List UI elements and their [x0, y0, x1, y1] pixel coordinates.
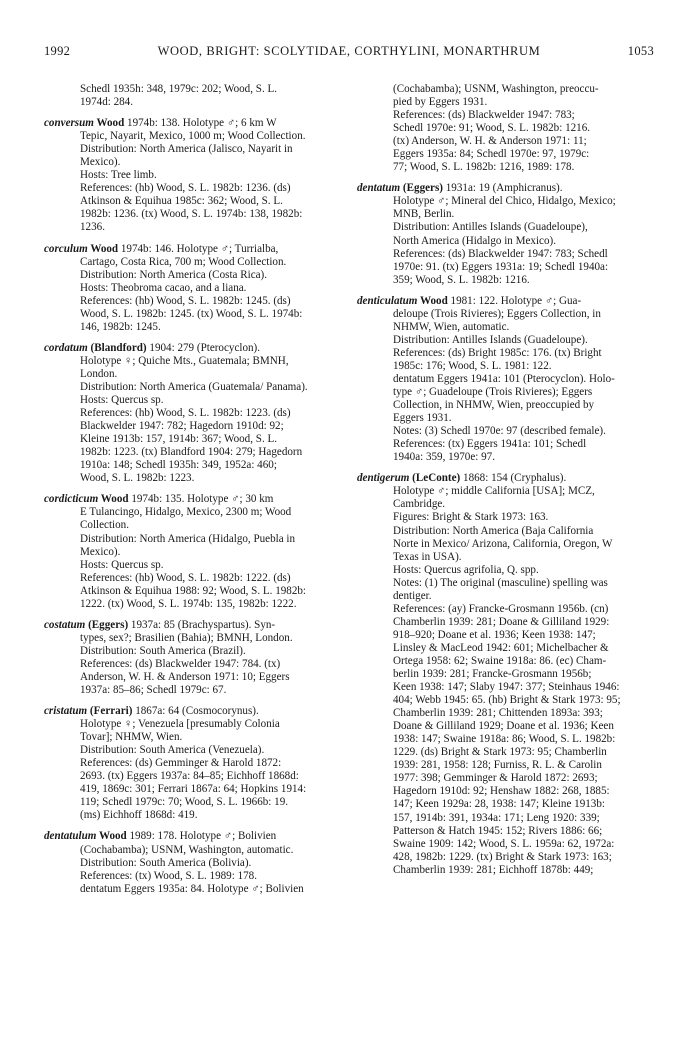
text-line: 1937a: 85–86; Schedl 1979c: 67. [80, 684, 227, 697]
text-line: MNB, Berlin. [393, 208, 455, 221]
heading-citation: 1974b: 146. Holotype ♂; Turrialba, [118, 242, 279, 255]
heading-citation: 1989: 178. Holotype ♂; Bolivien [126, 830, 277, 843]
species-entry-conversum [44, 117, 344, 234]
text-line: berlin 1939: 281; Francke-Grosmann 1956b; [393, 668, 592, 681]
text-line: Hosts: Quercus sp. [80, 394, 164, 407]
heading-citation: 1974b: 135. Holotype ♂; 30 km [128, 493, 274, 506]
text-line: Distribution: North America (Baja California [393, 524, 594, 537]
text-line: 1939: 281, 1958: 128; Furniss, R. L. & Carolin [393, 759, 602, 772]
species-entry-costatum [44, 619, 344, 697]
text-line: 1229. (ds) Bright & Stark 1973: 95; Chamberlin [393, 746, 607, 759]
text-line: Distribution: South America (Bolivia). [80, 856, 252, 869]
text-line: Anderson, W. H. & Anderson 1971: 10; Eggers [80, 670, 290, 683]
species-entry-cordicticum [44, 493, 344, 610]
species-author: Wood [98, 493, 129, 506]
species-author: Wood [93, 117, 125, 130]
text-line: Patterson & Hatch 1945: 152; Rivers 1886: 66; [393, 824, 603, 837]
text-line: (ms) Eichhoff 1868d: 419. [80, 809, 198, 822]
species-author: (Ferrari) [87, 705, 133, 718]
text-line: Norte in Mexico/ Arizona, California, Oregon, W [393, 537, 613, 550]
text-line: 147; Keen 1929a: 28, 1938: 147; Kleine 1913b: [393, 798, 605, 811]
text-line: 428, 1982b: 1229. (tx) Bright & Stark 1973: 163; [393, 850, 612, 863]
text-line: Atkinson & Equihua 1988: 92; Wood, S. L. 1982b: [80, 584, 307, 597]
text-line: 404; Webb 1945: 65. (hb) Bright & Stark 1973: 95; [393, 694, 621, 707]
species-name: conversum [44, 117, 94, 130]
text-line: Distribution: Antilles Islands (Guadeloupe). [393, 333, 588, 346]
text-line: Holotype ♀; Venezuela [presumably Colonia [80, 718, 280, 731]
heading-citation: 1974b: 138. Holotype ♂; 6 km W [124, 117, 277, 130]
text-line: Collection. [80, 519, 129, 532]
heading-citation: 1931a: 19 (Amphicranus). [442, 182, 563, 195]
text-line: Atkinson & Equihua 1985c: 362; Wood, S. L. [80, 195, 283, 208]
text-line: Hosts: Quercus agrifolia, Q. spp. [393, 563, 539, 576]
entry-heading [44, 493, 344, 506]
species-name: dentatulum [44, 830, 97, 843]
text-line: Tovar]; NHMW, Wien. [80, 731, 183, 744]
text-line: References: (ds) Gemminger & Harold 1872: [80, 757, 282, 770]
heading-citation: 1981: 122. Holotype ♂; Gua- [447, 294, 582, 307]
text-line: Holotype ♂; Mineral del Chico, Hidalgo, Mexico; [393, 195, 616, 208]
text-line: 1982b: 1223. (tx) Blandford 1904: 279; Hagedorn [80, 446, 303, 459]
entry-heading [44, 243, 344, 256]
header-title: WOOD, BRIGHT: SCOLYTIDAE, CORTHYLINI, MONARTHRUM [157, 44, 541, 58]
text-line: 77; Wood, S. L. 1982b: 1216, 1989: 178. [393, 161, 575, 174]
species-entry-dentatulum [44, 830, 344, 895]
text-line: Eggers 1935a: 84; Schedl 1970e: 97, 1979c: [393, 148, 590, 161]
text-line: dentiger. [393, 589, 432, 602]
text-line: Schedl 1935h: 348, 1979c: 202; Wood, S. L. [80, 83, 278, 95]
text-line: deloupe (Trois Rivieres); Eggers Collection, in [393, 307, 601, 320]
text-line: References: (ds) Blackwelder 1947: 784. (tx) [80, 657, 281, 670]
text-line: Hosts: Quercus sp. [80, 558, 164, 571]
text-line: 1938: 147; Swaine 1918a: 86; Wood, S. L. 1982b: [393, 733, 616, 746]
species-author: Wood [87, 242, 119, 255]
species-name: dentigerum [357, 472, 410, 485]
text-line: 1977: 398; Gemminger & Harold 1872: 2693; [393, 772, 598, 785]
text-line: Wood, S. L. 1982b: 1223. [80, 472, 195, 485]
text-line: Distribution: North America (Jalisco, Nayarit in [80, 143, 293, 156]
species-entry-corculum [44, 243, 344, 334]
entry-heading [44, 705, 344, 718]
text-line: Distribution: South America (Venezuela). [80, 744, 265, 757]
text-line: dentatum Eggers 1941a: 101 (Pterocyclon). Holo- [393, 372, 615, 385]
species-author: (Blandford) [87, 341, 147, 354]
right-column [357, 83, 657, 885]
text-line: Cartago, Costa Rica, 700 m; Wood Collection. [80, 255, 287, 268]
text-line: Mexico). [80, 545, 121, 558]
text-line: References: (tx) Wood, S. L. 1989: 178. [80, 869, 257, 882]
text-line: (tx) Anderson, W. H. & Anderson 1971: 11; [393, 135, 587, 148]
entry-heading [357, 472, 657, 485]
entry-heading [357, 295, 657, 308]
species-author: (Eggers) [400, 182, 443, 195]
text-line: 1940a: 359, 1970e: 97. [393, 451, 495, 464]
species-name: dentatum [357, 182, 401, 195]
species-entry-cristatum [44, 705, 344, 822]
text-line: 1974d: 284. [80, 96, 134, 109]
text-line: 419, 1869c: 301; Ferrari 1867a: 64; Hopkins 1914: [80, 783, 307, 796]
heading-citation: 1868: 154 (Cryphalus). [460, 472, 567, 485]
text-line: dentatum Eggers 1935a: 84. Holotype ♂; Bolivien [80, 882, 304, 895]
species-entry-dentatum [357, 182, 657, 286]
text-line: 1982b: 1236. (tx) Wood, S. L. 1974b: 138, 1982b: [80, 208, 303, 221]
species-entry-dentigerum [357, 472, 657, 876]
entry-heading [44, 619, 344, 632]
text-line: Eggers 1931. [393, 412, 452, 425]
text-line: Mexico). [80, 156, 121, 169]
text-line: References: (ds) Blackwelder 1947: 783; Schedl [393, 247, 608, 260]
text-line: North America (Hidalgo in Mexico). [393, 234, 556, 247]
text-line: Notes: (1) The original (masculine) spelling was [393, 576, 608, 589]
text-line: Swaine 1909: 142; Wood, S. L. 1959a: 62, 1972a: [393, 837, 615, 850]
text-line: 359; Wood, S. L. 1982b: 1216. [393, 273, 530, 286]
text-line: 1910a: 148; Schedl 1935h: 349, 1952a: 460; [80, 459, 277, 472]
text-line: Distribution: North America (Hidalgo, Puebla in [80, 532, 296, 545]
text-line: Distribution: Antilles Islands (Guadeloupe), [393, 221, 588, 234]
text-line: 157, 1914b: 391, 1934a: 171; Leng 1920: 339; [393, 811, 600, 824]
species-author: Wood [96, 830, 127, 843]
species-name: cordatum [44, 341, 88, 354]
text-line: References: (hb) Wood, S. L. 1982b: 1245. (ds) [80, 294, 291, 307]
text-line: Texas in USA). [393, 550, 462, 563]
text-line: References: (tx) Eggers 1941a: 101; Schedl [393, 438, 587, 451]
text-line: (Cochabamba); USNM, Washington, preoccu- [393, 83, 599, 95]
text-line: Chamberlin 1939: 281; Chittenden 1893a: 393; [393, 707, 603, 720]
continued-entry [357, 83, 657, 174]
text-line: (Cochabamba); USNM, Washington, automatic. [80, 843, 294, 856]
text-line: Collection, in NHMW, Wien, preoccupied by [393, 399, 595, 412]
text-line: Doane & Gilliland 1929; Doane et al. 1936; Keen [393, 720, 614, 733]
species-name: cordicticum [44, 493, 99, 506]
text-line: Chamberlin 1939: 281; Eichhoff 1878b: 449; [393, 863, 594, 876]
text-line: 918–920; Doane et al. 1936; Keen 1938: 147; [393, 628, 596, 641]
text-line: References: (hb) Wood, S. L. 1982b: 1222. (ds) [80, 571, 291, 584]
species-name: cristatum [44, 705, 88, 718]
text-line: References: (ds) Bright 1985c: 176. (tx) Bright [393, 346, 602, 359]
text-line: Hosts: Theobroma cacao, and a liana. [80, 281, 247, 294]
text-line: 119; Schedl 1979c: 70; Wood, S. L. 1966b: 19. [80, 796, 289, 809]
continued-entry [44, 83, 344, 109]
text-line: Chamberlin 1939: 281; Doane & Gilliland 1929: [393, 615, 610, 628]
text-line: London. [80, 367, 118, 380]
text-line: References: (ay) Francke-Grosmann 1956b. (cn) [393, 602, 609, 615]
text-line: Distribution: North America (Guatemala/ Panama). [80, 380, 308, 393]
text-line: Holotype ♀; Quiche Mts., Guatemala; BMNH, [80, 354, 289, 367]
text-line: Holotype ♂; middle California [USA]; MCZ, [393, 485, 595, 498]
text-line: Schedl 1970e: 91; Wood, S. L. 1982b: 1216. [393, 122, 591, 135]
text-line: Figures: Bright & Stark 1973: 163. [393, 511, 549, 524]
text-line: References: (hb) Wood, S. L. 1982b: 1223. (ds) [80, 407, 291, 420]
species-author: Wood [417, 294, 448, 307]
text-line: Hagedorn 1910d: 92; Henshaw 1882: 268, 1885: [393, 785, 610, 798]
text-line: Linsley & MacLeod 1942: 601; Michelbacher & [393, 641, 609, 654]
text-line: Keen 1938: 147; Slaby 1947: 377; Steinhaus 1946: [393, 681, 620, 694]
text-line: types, sex?; Brasilien (Bahia); BMNH, London. [80, 631, 293, 644]
text-line: type ♂; Guadeloupe (Trois Rivieres); Eggers [393, 386, 593, 399]
text-line: Tepic, Nayarit, Mexico, 1000 m; Wood Collection. [80, 130, 306, 143]
species-author: (Eggers) [85, 618, 129, 631]
text-line: Distribution: South America (Brazil). [80, 644, 246, 657]
species-name: denticulatum [357, 294, 418, 307]
text-line: Blackwelder 1947: 782; Hagedorn 1910d: 92; [80, 420, 284, 433]
species-name: corculum [44, 242, 88, 255]
left-column [44, 83, 344, 904]
text-line: pied by Eggers 1931. [393, 96, 488, 109]
entry-heading [44, 342, 344, 355]
species-entry-cordatum [44, 342, 344, 486]
text-line: References: (hb) Wood, S. L. 1982b: 1236. (ds) [80, 182, 291, 195]
text-line: 146, 1982b: 1245. [80, 320, 161, 333]
header-year: 1992 [44, 44, 71, 58]
text-line: Ortega 1958: 62; Swaine 1918a: 86. (ec) Cham- [393, 654, 607, 667]
text-line: E Tulancingo, Hidalgo, Mexico, 2300 m; Wood [80, 506, 292, 519]
text-line: Hosts: Tree limb. [80, 169, 157, 182]
entry-heading [44, 830, 344, 843]
text-line: 1222. (tx) Wood, S. L. 1974b: 135, 1982b: 1222. [80, 597, 297, 610]
text-line: Distribution: North America (Costa Rica). [80, 268, 268, 281]
text-line: 1985c: 176; Wood, S. L. 1981: 122. [393, 359, 552, 372]
text-line: Kleine 1913b: 157, 1914b: 367; Wood, S. L. [80, 433, 278, 446]
text-line: Notes: (3) Schedl 1970e: 97 (described female). [393, 425, 606, 438]
entry-heading [44, 117, 344, 130]
heading-citation: 1937a: 85 (Brachyspartus). Syn- [128, 618, 276, 631]
heading-citation: 1904: 279 (Pterocyclon). [146, 341, 261, 354]
text-line: 1970e: 91. (tx) Eggers 1931a: 19; Schedl 1940a: [393, 260, 609, 273]
text-line: 1236. [80, 221, 105, 234]
text-line: Cambridge. [393, 498, 446, 511]
heading-citation: 1867a: 64 (Cosmocorynus). [132, 705, 259, 718]
species-name: costatum [44, 618, 86, 631]
text-line: References: (ds) Blackwelder 1947: 783; [393, 109, 575, 122]
entry-heading [357, 182, 657, 195]
species-entry-denticulatum [357, 295, 657, 465]
page-number: 1053 [627, 44, 654, 58]
text-line: 2693. (tx) Eggers 1937a: 84–85; Eichhoff 1868d: [80, 770, 299, 783]
text-line: NHMW, Wien, automatic. [393, 320, 510, 333]
species-author: (LeConte) [409, 472, 461, 485]
running-header [44, 44, 654, 60]
text-line: Wood, S. L. 1982b: 1245. (tx) Wood, S. L. 1974b: [80, 307, 303, 320]
